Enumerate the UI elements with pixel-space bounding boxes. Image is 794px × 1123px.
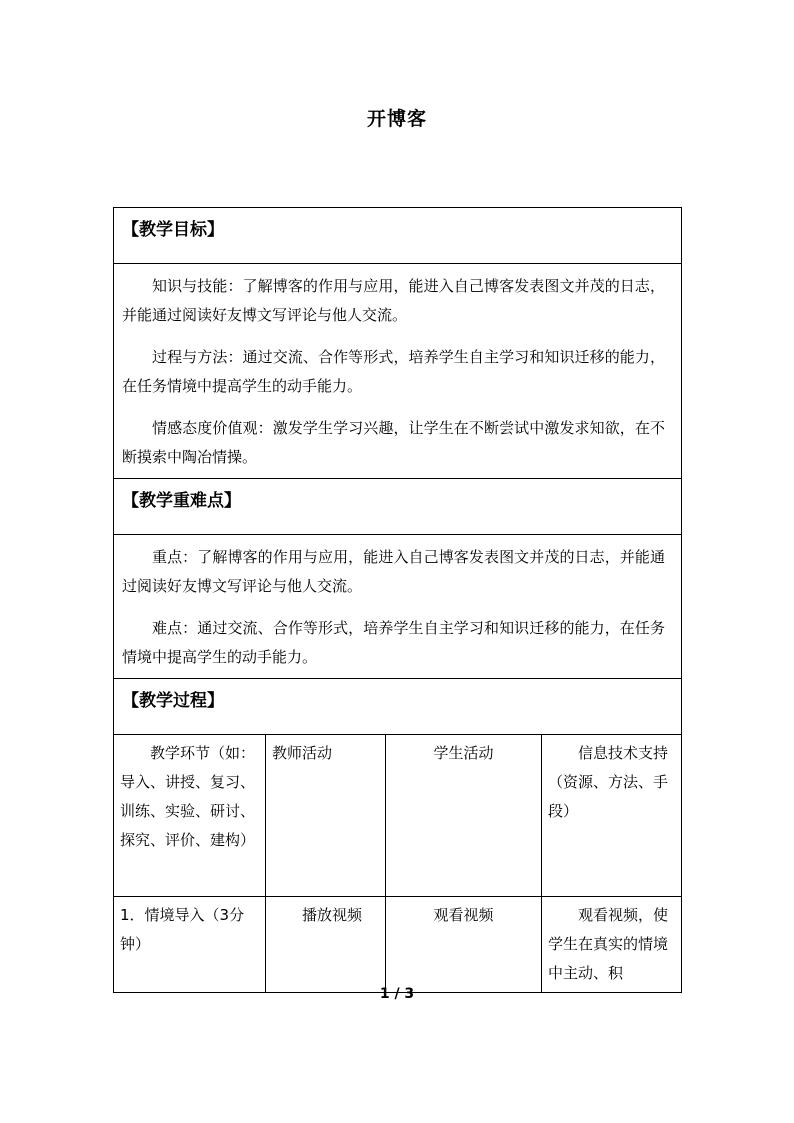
keypoints-header-cell bbox=[114, 479, 682, 535]
process-column-header-row bbox=[114, 735, 682, 897]
objectives-header-row bbox=[114, 208, 682, 264]
document-title: 开博客 bbox=[366, 108, 427, 130]
objectives-header: 【教学目标】 bbox=[122, 220, 224, 240]
row-tech: 观看视频，使学生在真实的情境中主动、积 bbox=[542, 897, 682, 993]
objective-attitude: 情感态度价值观：激发学生学习兴趣，让学生在不断尝试中激发求知欲，在不断摸索中陶冶情操。 bbox=[122, 419, 665, 466]
row-teacher: 播放视频 bbox=[266, 897, 386, 993]
keypoints-header-row bbox=[114, 479, 682, 535]
objectives-header-cell bbox=[114, 208, 682, 264]
process-header-cell bbox=[114, 679, 682, 735]
keypoints-body-cell bbox=[114, 535, 682, 679]
keypoint-focus: 重点：了解博客的作用与应用，能进入自己博客发表图文并茂的日志，并能通过阅读好友博文写评论与他人交流。 bbox=[122, 548, 665, 595]
objectives-body-row bbox=[114, 264, 682, 479]
keypoints-header: 【教学重难点】 bbox=[122, 491, 241, 511]
table-row bbox=[114, 897, 682, 993]
process-header: 【教学过程】 bbox=[122, 691, 224, 711]
keypoints-body-row bbox=[114, 535, 682, 679]
column-header-tech: 信息技术支持（资源、方法、手段） bbox=[542, 735, 682, 897]
objective-knowledge: 知识与技能：了解博客的作用与应用，能进入自己博客发表图文并茂的日志，并能通过阅读好友博文写评论与他人交流。 bbox=[122, 277, 665, 324]
objectives-body-cell bbox=[114, 264, 682, 479]
row-stage: 1．情境导入（3分钟） bbox=[114, 897, 266, 993]
column-header-teacher: 教师活动 bbox=[266, 735, 386, 897]
objective-process: 过程与方法：通过交流、合作等形式，培养学生自主学习和知识迁移的能力，在任务情境中提高学生的动手能力。 bbox=[122, 348, 665, 395]
column-header-student: 学生活动 bbox=[386, 735, 542, 897]
column-header-stage: 教学环节（如：导入、讲授、复习、训练、实验、研讨、探究、评价、建构） bbox=[114, 735, 266, 897]
row-student: 观看视频 bbox=[386, 897, 542, 993]
keypoint-difficulty: 难点：通过交流、合作等形式，培养学生自主学习和知识迁移的能力，在任务情境中提高学生的动手能力。 bbox=[122, 619, 665, 666]
page-indicator: 1 / 3 bbox=[379, 986, 415, 1002]
lesson-plan-table bbox=[113, 207, 682, 993]
process-header-row bbox=[114, 679, 682, 735]
